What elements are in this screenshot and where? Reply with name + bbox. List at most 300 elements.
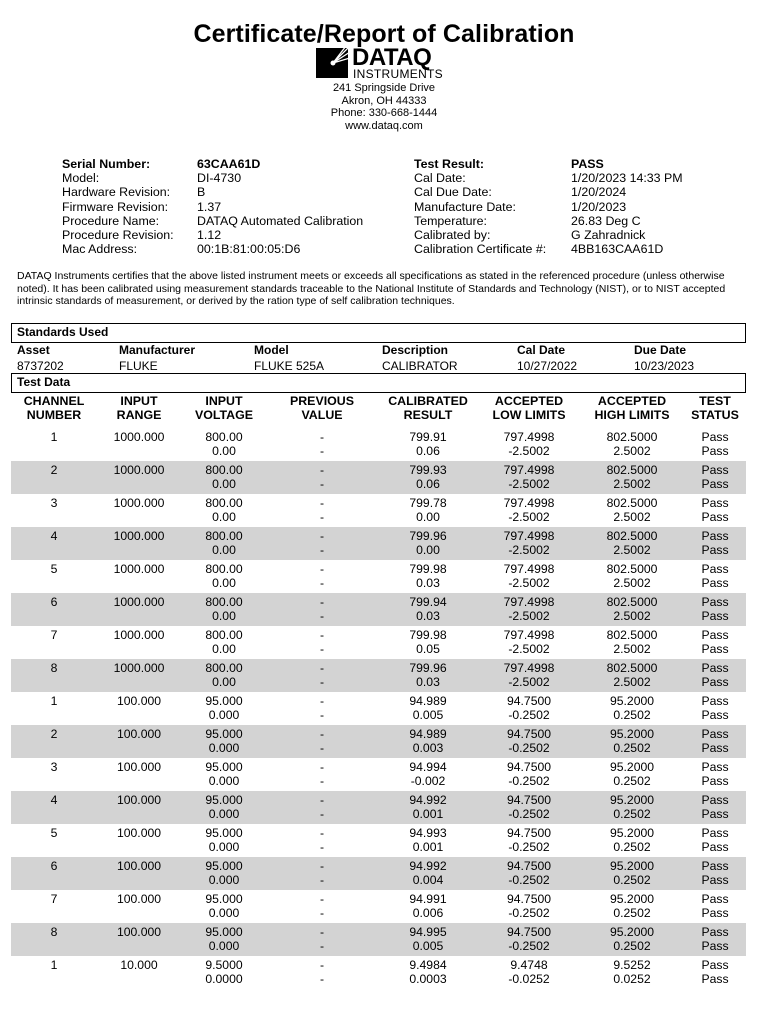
cell-voltage bbox=[181, 892, 267, 923]
cell-high bbox=[579, 958, 685, 989]
cell-value: 799.93 bbox=[409, 463, 447, 477]
cell-value: Pass bbox=[701, 840, 729, 854]
cell-previous bbox=[267, 694, 377, 725]
cell-value: 0.00 bbox=[416, 510, 440, 524]
cell-result bbox=[377, 958, 479, 989]
cell-value: - bbox=[319, 576, 325, 590]
cell-value: 800.00 bbox=[205, 463, 243, 477]
table-row bbox=[11, 692, 746, 725]
cell-value: 0.06 bbox=[416, 444, 440, 458]
cell-low bbox=[479, 463, 579, 494]
company-address bbox=[0, 82, 768, 132]
cell-value: 3 bbox=[50, 496, 58, 510]
cell-value: - bbox=[319, 477, 325, 491]
cell-channel bbox=[11, 859, 97, 890]
cell-low bbox=[479, 529, 579, 560]
cell-high bbox=[579, 496, 685, 527]
cell-result bbox=[377, 463, 479, 494]
calibration-info bbox=[414, 157, 683, 256]
standards-column-header: Due Date bbox=[634, 343, 687, 357]
cell-value: 800.00 bbox=[205, 562, 243, 576]
cell-value: Pass bbox=[701, 873, 729, 887]
cell-value: 0.2502 bbox=[613, 873, 651, 887]
cell-status bbox=[685, 826, 745, 857]
cell-value: 94.989 bbox=[409, 727, 447, 741]
cell-low bbox=[479, 694, 579, 725]
cell-value: Pass bbox=[701, 675, 729, 689]
info-label: Model: bbox=[62, 171, 100, 186]
cell-value: Pass bbox=[701, 939, 729, 953]
cell-value: -2.5002 bbox=[508, 477, 550, 491]
cell-value: 95.2000 bbox=[609, 925, 655, 939]
cell-value: - bbox=[319, 972, 325, 986]
standards-column-header: Asset bbox=[17, 343, 50, 357]
cell-value: 100.000 bbox=[116, 925, 162, 939]
cell-value: 100.000 bbox=[116, 793, 162, 807]
cell-value: - bbox=[319, 708, 325, 722]
cell-value: Pass bbox=[701, 741, 729, 755]
table-row bbox=[11, 956, 746, 989]
cell-value: 0.0252 bbox=[613, 972, 651, 986]
cell-value: 95.000 bbox=[205, 727, 243, 741]
cell-high bbox=[579, 793, 685, 824]
cell-value: - bbox=[319, 562, 325, 576]
cell-previous bbox=[267, 925, 377, 956]
cell-value: 0.00 bbox=[212, 642, 236, 656]
cell-value: 94.995 bbox=[409, 925, 447, 939]
cell-voltage bbox=[181, 859, 267, 890]
cell-value: 0.0003 bbox=[409, 972, 447, 986]
cell-value: - bbox=[319, 444, 325, 458]
cell-value: 797.4998 bbox=[503, 562, 555, 576]
cell-value: Pass bbox=[701, 444, 729, 458]
cell-previous bbox=[267, 892, 377, 923]
cell-high bbox=[579, 430, 685, 461]
cell-value: 2.5002 bbox=[613, 609, 651, 623]
cell-value: 1000.000 bbox=[113, 628, 165, 642]
cell-value: 6 bbox=[50, 859, 58, 873]
info-row bbox=[414, 157, 683, 171]
cell-low bbox=[479, 628, 579, 659]
cell-value: 800.00 bbox=[205, 496, 243, 510]
cell-value: 0.0000 bbox=[205, 972, 243, 986]
cell-value: 797.4998 bbox=[503, 496, 555, 510]
cell-high bbox=[579, 661, 685, 692]
cell-value: Pass bbox=[701, 628, 729, 642]
cell-value: - bbox=[319, 760, 325, 774]
cell-value: 802.5000 bbox=[606, 496, 658, 510]
cell-value: 7 bbox=[50, 892, 58, 906]
cell-value: 0.00 bbox=[212, 444, 236, 458]
cell-status bbox=[685, 595, 745, 626]
cell-value: 0.2502 bbox=[613, 741, 651, 755]
cell-value: 802.5000 bbox=[606, 562, 658, 576]
cell-low bbox=[479, 430, 579, 461]
cell-voltage bbox=[181, 958, 267, 989]
cell-high bbox=[579, 562, 685, 593]
cell-low bbox=[479, 760, 579, 791]
cell-value: 797.4998 bbox=[503, 463, 555, 477]
cell-value: 797.4998 bbox=[503, 661, 555, 675]
cell-value: 100.000 bbox=[116, 892, 162, 906]
cell-value: 95.000 bbox=[205, 925, 243, 939]
cell-range bbox=[97, 430, 181, 461]
cell-value: 0.00 bbox=[212, 609, 236, 623]
info-label: Procedure Revision: bbox=[62, 228, 174, 243]
cell-value: 2 bbox=[50, 727, 58, 741]
cell-value: 799.98 bbox=[409, 628, 447, 642]
cell-value: 94.7500 bbox=[506, 892, 552, 906]
cell-value: 1 bbox=[50, 694, 58, 708]
cell-voltage bbox=[181, 826, 267, 857]
cell-value: 1000.000 bbox=[113, 562, 165, 576]
cell-value: 2.5002 bbox=[613, 576, 651, 590]
info-row bbox=[62, 228, 363, 242]
cell-value: 1 bbox=[50, 958, 58, 972]
cell-previous bbox=[267, 727, 377, 758]
cell-range bbox=[97, 925, 181, 956]
column-header-line: STATUS bbox=[691, 407, 739, 422]
standards-column-headers bbox=[17, 343, 747, 357]
cell-range bbox=[97, 595, 181, 626]
cell-value: 0.03 bbox=[416, 675, 440, 689]
cell-value: 0.000 bbox=[208, 708, 240, 722]
cell-channel bbox=[11, 595, 97, 626]
cell-value: 802.5000 bbox=[606, 628, 658, 642]
cell-value: Pass bbox=[701, 760, 729, 774]
info-value: 4BB163CAA61D bbox=[571, 242, 664, 257]
cell-high bbox=[579, 694, 685, 725]
cell-value: - bbox=[319, 510, 325, 524]
cell-result bbox=[377, 826, 479, 857]
info-value: 1.37 bbox=[197, 199, 222, 214]
cell-value: 0.03 bbox=[416, 609, 440, 623]
cell-value: - bbox=[319, 906, 325, 920]
cell-status bbox=[685, 661, 745, 692]
cell-low bbox=[479, 859, 579, 890]
cell-value: 95.2000 bbox=[609, 859, 655, 873]
cell-value: -0.2502 bbox=[508, 873, 550, 887]
cell-status bbox=[685, 694, 745, 725]
info-row bbox=[414, 228, 683, 242]
info-row bbox=[414, 242, 683, 256]
dataq-logo bbox=[316, 46, 456, 82]
cell-range bbox=[97, 760, 181, 791]
cell-status bbox=[685, 760, 745, 791]
cell-value: Pass bbox=[701, 793, 729, 807]
cell-value: 100.000 bbox=[116, 727, 162, 741]
cell-range bbox=[97, 859, 181, 890]
address-city: Akron, OH 44333 bbox=[341, 94, 427, 107]
table-row bbox=[11, 428, 746, 461]
table-row bbox=[11, 494, 746, 527]
cell-status bbox=[685, 727, 745, 758]
cell-high bbox=[579, 859, 685, 890]
cell-result bbox=[377, 628, 479, 659]
cell-value: Pass bbox=[701, 774, 729, 788]
cell-value: 95.2000 bbox=[609, 793, 655, 807]
cell-value: 1000.000 bbox=[113, 463, 165, 477]
cell-value: 94.7500 bbox=[506, 727, 552, 741]
cell-channel bbox=[11, 661, 97, 692]
cell-value: 9.4984 bbox=[409, 958, 447, 972]
cell-value: 0.001 bbox=[412, 840, 444, 854]
cell-value: 100.000 bbox=[116, 859, 162, 873]
cell-high bbox=[579, 826, 685, 857]
address-website: www.dataq.com bbox=[345, 119, 423, 132]
cell-value: 799.96 bbox=[409, 529, 447, 543]
info-value: B bbox=[197, 185, 206, 200]
cell-value: Pass bbox=[701, 708, 729, 722]
cell-value: - bbox=[319, 958, 325, 972]
cell-value: 800.00 bbox=[205, 529, 243, 543]
cell-high bbox=[579, 760, 685, 791]
info-row bbox=[62, 157, 363, 171]
cell-value: Pass bbox=[701, 807, 729, 821]
cell-value: 94.989 bbox=[409, 694, 447, 708]
cell-value: 0.000 bbox=[208, 906, 240, 920]
cell-value: 9.5000 bbox=[205, 958, 243, 972]
standards-row bbox=[17, 359, 747, 373]
cell-previous bbox=[267, 595, 377, 626]
standards-cell: FLUKE bbox=[119, 359, 158, 373]
cell-value: 0.000 bbox=[208, 774, 240, 788]
cell-status bbox=[685, 496, 745, 527]
column-header-line: TEST bbox=[699, 394, 731, 408]
cell-value: 1 bbox=[50, 430, 58, 444]
standards-cell: 10/27/2022 bbox=[517, 359, 578, 373]
cell-value: - bbox=[319, 793, 325, 807]
cell-low bbox=[479, 892, 579, 923]
cell-high bbox=[579, 463, 685, 494]
cell-result bbox=[377, 430, 479, 461]
cell-value: 800.00 bbox=[205, 595, 243, 609]
cell-value: -0.2502 bbox=[508, 708, 550, 722]
dataq-logo-mark-icon bbox=[316, 46, 350, 80]
info-label: Calibration Certificate #: bbox=[414, 242, 547, 257]
cell-result bbox=[377, 925, 479, 956]
cell-value: -0.2502 bbox=[508, 774, 550, 788]
cell-low bbox=[479, 562, 579, 593]
cell-value: 100.000 bbox=[116, 760, 162, 774]
cell-previous bbox=[267, 859, 377, 890]
cell-channel bbox=[11, 826, 97, 857]
cell-value: 8 bbox=[50, 925, 58, 939]
cell-high bbox=[579, 628, 685, 659]
cell-value: 802.5000 bbox=[606, 595, 658, 609]
cell-status bbox=[685, 892, 745, 923]
standards-column-header: Description bbox=[382, 343, 449, 357]
cell-range bbox=[97, 892, 181, 923]
standards-cell: 8737202 bbox=[17, 359, 64, 373]
info-value: 1/20/2023 14:33 PM bbox=[571, 171, 683, 186]
cell-value: - bbox=[319, 496, 325, 510]
cell-result bbox=[377, 793, 479, 824]
info-row bbox=[62, 171, 363, 185]
cell-value: Pass bbox=[701, 496, 729, 510]
info-value: PASS bbox=[571, 157, 604, 171]
cell-voltage bbox=[181, 661, 267, 692]
cell-result bbox=[377, 694, 479, 725]
cell-high bbox=[579, 727, 685, 758]
cell-channel bbox=[11, 529, 97, 560]
cell-value: 1000.000 bbox=[113, 595, 165, 609]
standards-cell: FLUKE 525A bbox=[254, 359, 325, 373]
cell-value: 1000.000 bbox=[113, 529, 165, 543]
cell-status bbox=[685, 463, 745, 494]
cell-value: 100.000 bbox=[116, 826, 162, 840]
info-row bbox=[62, 242, 363, 256]
cell-value: -0.2502 bbox=[508, 939, 550, 953]
cell-value: 2.5002 bbox=[613, 444, 651, 458]
cell-value: 94.7500 bbox=[506, 694, 552, 708]
cell-value: Pass bbox=[701, 510, 729, 524]
certification-statement: DATAQ Instruments certifies that the above listed instrument meets or exceeds all specifications as stated in the referenced procedure (unless otherwise noted). It has been calibrated using measurement standards traceable to the National Institute of Standards and Technology (NIST), or to NIST accepted intrinsic standards of measurement, or derived by the ration type of self calibration techniques. bbox=[17, 270, 726, 308]
cell-previous bbox=[267, 496, 377, 527]
cell-high bbox=[579, 529, 685, 560]
column-header-line: VALUE bbox=[301, 407, 343, 422]
info-value: 26.83 Deg C bbox=[571, 213, 641, 228]
cell-value: 100.000 bbox=[116, 694, 162, 708]
cell-value: 94.7500 bbox=[506, 925, 552, 939]
cell-result bbox=[377, 595, 479, 626]
cell-value: - bbox=[319, 727, 325, 741]
cell-value: Pass bbox=[701, 892, 729, 906]
cell-value: 2 bbox=[50, 463, 58, 477]
cell-previous bbox=[267, 628, 377, 659]
cell-value: 0.2502 bbox=[613, 906, 651, 920]
cell-value: 1000.000 bbox=[113, 430, 165, 444]
cell-value: 0.2502 bbox=[613, 708, 651, 722]
cell-value: 800.00 bbox=[205, 628, 243, 642]
cell-value: 5 bbox=[50, 826, 58, 840]
cell-value: 7 bbox=[50, 628, 58, 642]
test-data-column-header bbox=[479, 395, 579, 422]
cell-previous bbox=[267, 793, 377, 824]
cell-value: -2.5002 bbox=[508, 444, 550, 458]
device-info bbox=[62, 157, 363, 256]
info-row bbox=[62, 200, 363, 214]
info-row bbox=[414, 200, 683, 214]
column-header-line: HIGH LIMITS bbox=[594, 407, 670, 422]
cell-value: 4 bbox=[50, 793, 58, 807]
cell-result bbox=[377, 529, 479, 560]
cell-value: 799.96 bbox=[409, 661, 447, 675]
cell-value: Pass bbox=[701, 826, 729, 840]
column-header-line: INPUT bbox=[120, 394, 158, 408]
cell-value: 0.000 bbox=[208, 807, 240, 821]
table-row bbox=[11, 560, 746, 593]
cell-value: Pass bbox=[701, 958, 729, 972]
cell-previous bbox=[267, 562, 377, 593]
cell-value: - bbox=[319, 609, 325, 623]
cell-channel bbox=[11, 562, 97, 593]
cell-range bbox=[97, 463, 181, 494]
cell-status bbox=[685, 859, 745, 890]
cell-value: -0.2502 bbox=[508, 840, 550, 854]
cell-value: Pass bbox=[701, 906, 729, 920]
cell-voltage bbox=[181, 694, 267, 725]
cell-voltage bbox=[181, 925, 267, 956]
cell-value: Pass bbox=[701, 529, 729, 543]
cell-voltage bbox=[181, 496, 267, 527]
cell-value: 95.000 bbox=[205, 760, 243, 774]
cell-value: -2.5002 bbox=[508, 543, 550, 557]
info-value: 1/20/2024 bbox=[571, 185, 627, 200]
cell-previous bbox=[267, 760, 377, 791]
cell-range bbox=[97, 958, 181, 989]
cell-previous bbox=[267, 430, 377, 461]
column-header-line: RANGE bbox=[116, 407, 162, 422]
cell-value: - bbox=[319, 859, 325, 873]
cell-range bbox=[97, 628, 181, 659]
cell-low bbox=[479, 925, 579, 956]
cell-value: - bbox=[319, 774, 325, 788]
cell-result bbox=[377, 760, 479, 791]
cell-voltage bbox=[181, 463, 267, 494]
address-phone: Phone: 330-668-1444 bbox=[330, 107, 438, 119]
cell-value: 10.000 bbox=[120, 958, 158, 972]
cell-value: 0.00 bbox=[416, 543, 440, 557]
column-header-line: CALIBRATED bbox=[388, 394, 468, 408]
table-row bbox=[11, 923, 746, 956]
cell-value: 94.7500 bbox=[506, 793, 552, 807]
test-data-header: Test Data bbox=[11, 373, 746, 393]
cell-value: 95.2000 bbox=[609, 892, 655, 906]
cell-range bbox=[97, 694, 181, 725]
cell-value: 2.5002 bbox=[613, 543, 651, 557]
cell-high bbox=[579, 892, 685, 923]
cell-value: -2.5002 bbox=[508, 609, 550, 623]
info-label: Manufacture Date: bbox=[414, 199, 516, 214]
cell-result bbox=[377, 892, 479, 923]
cell-value: - bbox=[319, 925, 325, 939]
cell-status bbox=[685, 529, 745, 560]
cell-value: 2.5002 bbox=[613, 477, 651, 491]
column-header-line: ACCEPTED bbox=[494, 394, 564, 408]
cell-value: 94.991 bbox=[409, 892, 447, 906]
cell-channel bbox=[11, 925, 97, 956]
cell-status bbox=[685, 958, 745, 989]
cell-value: Pass bbox=[701, 562, 729, 576]
info-label: Mac Address: bbox=[62, 242, 138, 257]
cell-value: 94.7500 bbox=[506, 826, 552, 840]
cell-status bbox=[685, 628, 745, 659]
cell-value: 95.000 bbox=[205, 826, 243, 840]
cell-value: - bbox=[319, 741, 325, 755]
cell-value: 0.000 bbox=[208, 840, 240, 854]
cell-value: 802.5000 bbox=[606, 430, 658, 444]
test-data-column-header bbox=[377, 395, 479, 422]
cell-value: Pass bbox=[701, 609, 729, 623]
info-label: Serial Number: bbox=[62, 157, 151, 171]
cell-value: Pass bbox=[701, 595, 729, 609]
cell-value: 94.7500 bbox=[506, 859, 552, 873]
cell-value: 802.5000 bbox=[606, 661, 658, 675]
cell-result bbox=[377, 562, 479, 593]
cell-value: 0.001 bbox=[412, 807, 444, 821]
cell-value: - bbox=[319, 430, 325, 444]
cell-value: - bbox=[319, 807, 325, 821]
cell-status bbox=[685, 793, 745, 824]
cell-value: -2.5002 bbox=[508, 642, 550, 656]
cell-previous bbox=[267, 661, 377, 692]
cell-channel bbox=[11, 892, 97, 923]
cell-value: 5 bbox=[50, 562, 58, 576]
cell-voltage bbox=[181, 628, 267, 659]
test-data-column-header bbox=[579, 395, 685, 422]
cell-range bbox=[97, 496, 181, 527]
